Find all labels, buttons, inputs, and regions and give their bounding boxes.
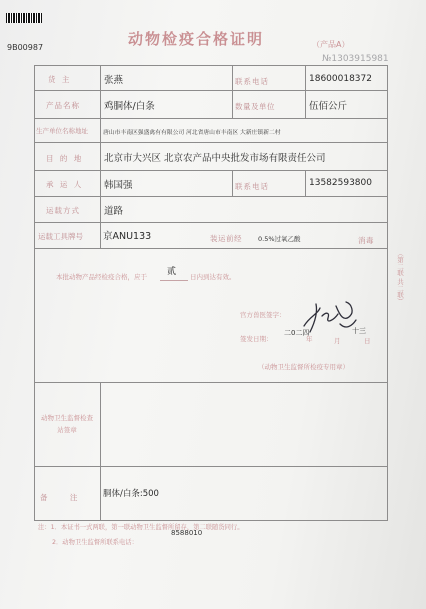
phone-label: 联系电话 [235, 77, 269, 86]
vet-signature-label: 官方兽医签字： [240, 311, 286, 319]
carrier-phone-value: 13582593800 [309, 178, 372, 188]
document-title-suffix: （产品A） [312, 40, 350, 49]
validity-suffix: 日内到达有效。 [190, 273, 236, 281]
destination-value: 北京市大兴区 北京农产品中央批发市场有限责任公司 [104, 153, 326, 164]
disinfect-label: 装运前经 [210, 234, 242, 243]
footnote-2: 2．动物卫生监督所联系电话： [52, 539, 138, 546]
vehicle-label: 运载工具牌号 [38, 232, 83, 241]
label-column-divider-lower [100, 382, 101, 520]
disinfect-value: 0.5%过氧乙酸 [258, 235, 301, 243]
footnote-1: 注：1．本证书一式两联，第一联动物卫生监督所留存，第二联随货同行。 [38, 524, 244, 531]
table-row-line [34, 170, 388, 171]
table-row-line [34, 520, 388, 521]
table-row-line [34, 382, 388, 383]
table-row-line [34, 90, 388, 91]
carrier-label: 承 运 人 [46, 180, 84, 189]
barcode [6, 13, 42, 23]
certificate-number: №1303915981 [322, 54, 389, 64]
copy-indicator: （第二联 共二联） [396, 250, 404, 305]
serial-number: 9B00987 [7, 43, 44, 52]
carrier-value: 韩国强 [104, 180, 133, 191]
phone-value-divider [305, 65, 306, 118]
disinfect-suffix: 消毒 [358, 236, 374, 245]
producer-label: 生产单位名称地址 [36, 127, 88, 135]
issue-date-year-label: 年 [306, 335, 313, 343]
transport-value: 道路 [104, 206, 124, 217]
issue-date-day-label: 日 [364, 337, 371, 345]
supervision-label: 动物卫生监督检查站签章 [41, 414, 93, 434]
issue-date-month-label: 月 [334, 337, 341, 345]
table-row-line [34, 142, 388, 143]
validity-days: 贰 [167, 267, 177, 277]
shipper-value: 张燕 [104, 75, 124, 86]
carrier-value-divider [305, 170, 306, 196]
document-title: 动物检疫合格证明 [128, 30, 265, 48]
table-row-line [34, 222, 388, 223]
issue-date-year: 二0二四 [284, 329, 310, 337]
product-value: 鸡胴体/白条 [104, 101, 155, 112]
validity-prefix: 本批动物产品经检疫合格，应于 [56, 273, 147, 281]
vehicle-value: 京ANU133 [103, 231, 152, 242]
validity-underline [160, 280, 188, 281]
supervision-phone: 8588010 [171, 529, 203, 537]
destination-label: 目 的 地 [46, 154, 84, 163]
phone-column-divider [232, 65, 233, 118]
issue-date-day: 十三 [352, 327, 366, 335]
table-row-line [34, 118, 388, 119]
issue-date-label: 签发日期： [240, 335, 273, 343]
table-row-line [34, 65, 388, 66]
remarks-label: 备 注 [40, 493, 88, 502]
transport-label: 运载方式 [46, 206, 80, 215]
label-column-divider [100, 65, 101, 248]
phone-value: 18600018372 [309, 74, 372, 84]
table-row-line [34, 466, 388, 467]
product-label: 产品名称 [46, 101, 80, 110]
producer-value: 唐山市丰南区强盛禽有有限公司 河北省唐山市丰南区 大新庄镇新二村 [103, 130, 281, 136]
remarks-value: 胴体/白条:500 [103, 489, 159, 499]
official-seal-label: （动物卫生监督所检疫专用章） [258, 363, 349, 371]
table-border-right [387, 65, 388, 520]
carrier-column-divider [232, 170, 233, 196]
table-row-line [34, 196, 388, 197]
table-border-left [34, 65, 35, 520]
carrier-phone-label: 联系电话 [235, 182, 269, 191]
quantity-label: 数量及单位 [235, 102, 275, 111]
quantity-value: 伍佰公斤 [309, 101, 348, 112]
shipper-label: 货 主 [48, 75, 72, 84]
table-row-line [34, 248, 388, 249]
